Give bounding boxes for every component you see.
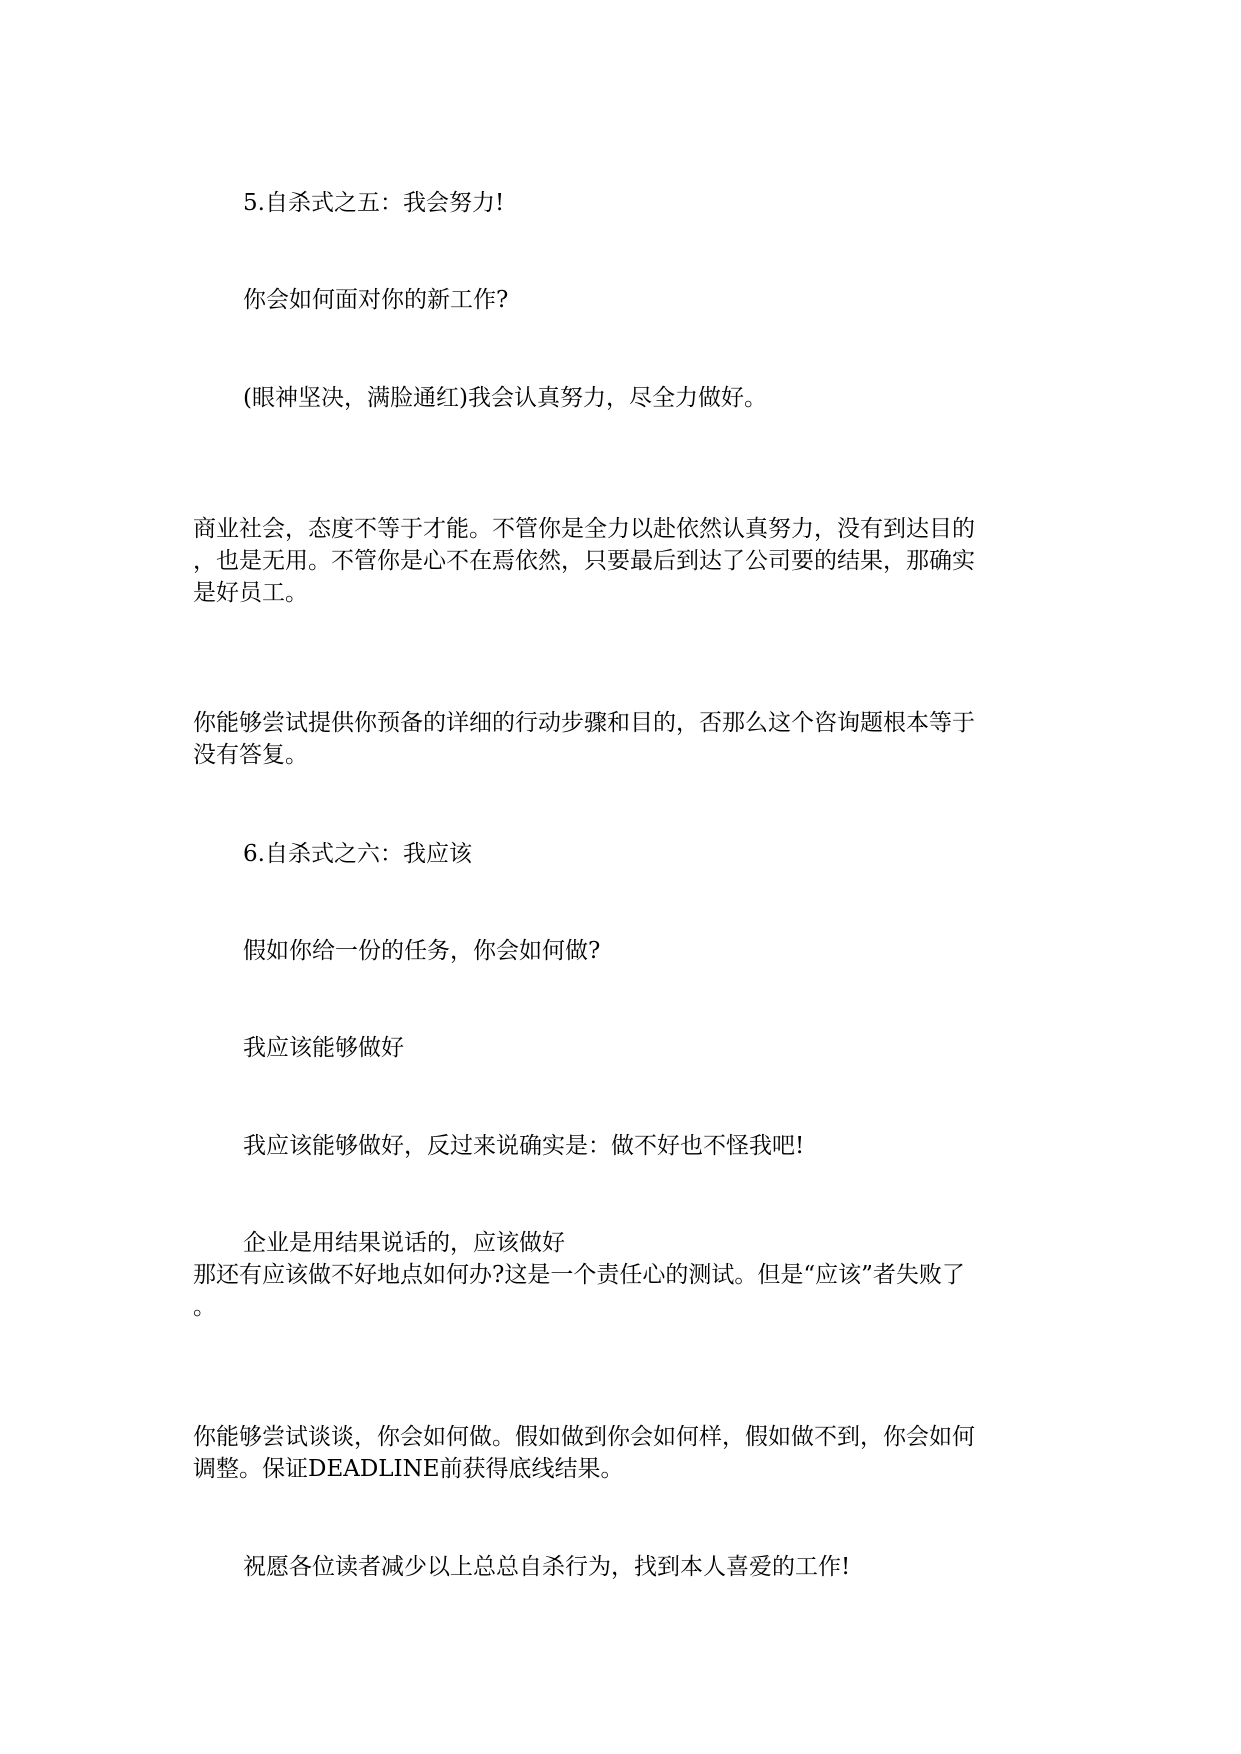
section-heading: 6.自杀式之六：我应该: [243, 841, 472, 867]
paragraph-line: 调整。保证DEADLINE前获得底线结果。: [193, 1456, 624, 1482]
section-heading: 5.自杀式之五：我会努力!: [243, 190, 505, 216]
answer-text: 我应该能够做好: [243, 1035, 404, 1061]
paragraph-line: 你能够尝试提供你预备的详细的行动步骤和目的，否那么这个咨询题根本等于: [193, 710, 975, 736]
closing-text: 祝愿各位读者减少以上总总自杀行为，找到本人喜爱的工作!: [243, 1554, 851, 1580]
question-text: 假如你给一份的任务，你会如何做?: [243, 938, 601, 964]
paragraph-line: 是好员工。: [193, 580, 308, 606]
paragraph-line: 商业社会，态度不等于才能。不管你是全力以赴依然认真努力，没有到达目的: [193, 516, 975, 542]
paragraph-line: 没有答复。: [193, 742, 308, 768]
paragraph-line: 企业是用结果说话的，应该做好: [243, 1230, 565, 1256]
paragraph-line: 那还有应该做不好地点如何办?这是一个责任心的测试。但是“应该”者失败了: [193, 1262, 965, 1288]
paragraph-line: 。: [193, 1294, 216, 1320]
paragraph-line: 你能够尝试谈谈，你会如何做。假如做到你会如何样，假如做不到，你会如何: [193, 1424, 975, 1450]
answer-text: (眼神坚决，满脸通红)我会认真努力，尽全力做好。: [243, 385, 767, 411]
answer-text: 我应该能够做好，反过来说确实是：做不好也不怪我吧!: [243, 1133, 805, 1159]
paragraph-line: ，也是无用。不管你是心不在焉依然，只要最后到达了公司要的结果，那确实: [193, 548, 975, 574]
question-text: 你会如何面对你的新工作?: [243, 287, 509, 313]
